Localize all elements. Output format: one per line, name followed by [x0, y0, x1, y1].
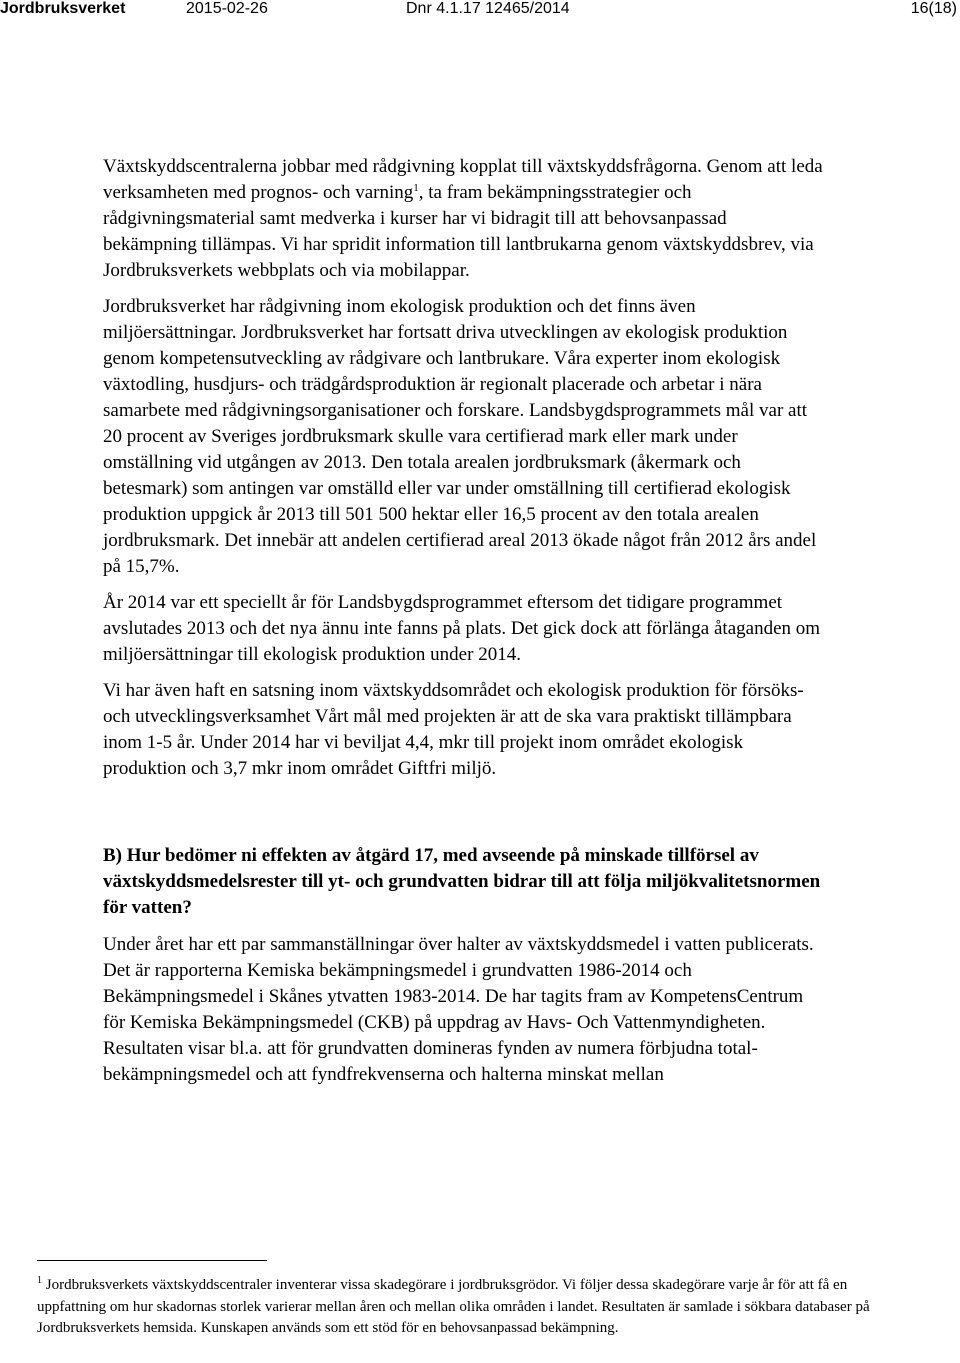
section-heading-b: B) Hur bedömer ni effekten av åtgärd 17, med avseende på minskade tillförsel av växtskyddsmedelsrester till yt- och grundvatten bidrar till att följa miljökvalitetsnormen för vatten?: [103, 845, 821, 918]
header-date: 2015-02-26: [186, 0, 268, 17]
paragraph-sammanstallningar: Under året har ett par sammanställningar över halter av växtskyddsmedel i vatten publicerats. Det är rapporterna Kemiska bekämpningsmedel i grundvatten 1986-2014 och Bekämpningsmedel i Skånes ytvatten 1983-2014. De har tagits fram av KompetensCentrum för Kemiska Bekämpningsmedel (CKB) på uppdrag av Havs- Och Vattenmyndigheten. Resultaten visar bl.a. att för grundvatten domineras fynden av numera förbjudna total-bekämpningsmedel och att fyndfrekvenserna och halterna minskat mellan: [103, 934, 814, 1085]
header-page-number: 16(18): [910, 0, 957, 17]
header-organization: Jordbruksverket: [0, 0, 126, 17]
paragraph-text: , ta fram bekämpningsstrategier och rådgivningsmaterial samt medverka i kurser har vi bidragit till att behovsanpassad bekämpning tillämpas. Vi har spridit information till lantbrukarna genom växtskyddsbrev, via Jordbruksverkets webbplats och via mobilappar.: [103, 182, 814, 281]
footnote-separator: [37, 1260, 267, 1261]
document-body: [103, 154, 823, 1088]
footnote: [37, 1275, 917, 1340]
paragraph-ekologisk-produktion: Jordbruksverket har rådgivning inom ekologisk produktion och det finns även miljöersättningar. Jordbruksverket har fortsatt driva utvecklingen av ekologisk produktion genom kompetensutveckling av rådgivare och lantbrukare. Våra experter inom ekologisk växtodling, husdjurs- och trädgårdsproduktion är regionalt placerade och arbetar i nära samarbete med rådgivningsorganisationer och forskare. Landsbygdsprogrammets mål var att 20 procent av Sveriges jordbruksmark skulle vara certifierad mark eller mark under omställning vid utgången av 2013. Den totala arealen jordbruksmark (åkermark och betesmark) som antingen var omställd eller var under omställning till certifierad ekologisk produktion uppgick år 2013 till 501 500 hektar eller 16,5 procent av den totala arealen jordbruksmark. Det innebär att andelen certifierad areal 2013 ökade något från 2012 års andel på 15,7%.: [103, 296, 817, 577]
footnote-mark: 1: [37, 1275, 42, 1286]
paragraph-vaxtskydd: [103, 154, 823, 284]
paragraph-satsning: Vi har även haft en satsning inom växtskyddsområdet och ekologisk produktion för försöks- och utvecklingsverksamhet Vårt mål med projekten är att de ska vara praktiskt tillämpbara inom 1-5 år. Under 2014 har vi beviljat 4,4, mkr till projekt inom området ekologisk produktion och 3,7 mkr inom området Giftfri miljö.: [103, 680, 804, 779]
page-header: [0, 0, 960, 24]
paragraph-landsbygdsprogrammet: År 2014 var ett speciellt år för Landsbygdsprogrammet eftersom det tidigare programmet avslutades 2013 och det nya ännu inte fanns på plats. Det gick dock att förlänga åtaganden om miljöersättningar till ekologisk produktion under 2014.: [103, 592, 821, 665]
paragraph-text: Växtskyddscentralerna jobbar med rådgivning kopplat till växtskyddsfrågorna. Genom att leda verksamheten med prognos- och varning: [103, 156, 823, 203]
footnote-reference: 1: [413, 182, 419, 194]
header-reference-number: Dnr 4.1.17 12465/2014: [406, 0, 570, 17]
footnote-text: Jordbruksverkets växtskyddscentraler inventerar vissa skadegörare i jordbruksgrödor. Vi följer dessa skadegörare varje år för att få en uppfattning om hur skadornas storlek varierar mellan åren och mellan olika områden i landet. Resultaten är samlade i sökbara databaser på Jordbruksverkets hemsida. Kunskapen används som ett stöd för en behovsanpassad bekämpning.: [37, 1277, 870, 1336]
